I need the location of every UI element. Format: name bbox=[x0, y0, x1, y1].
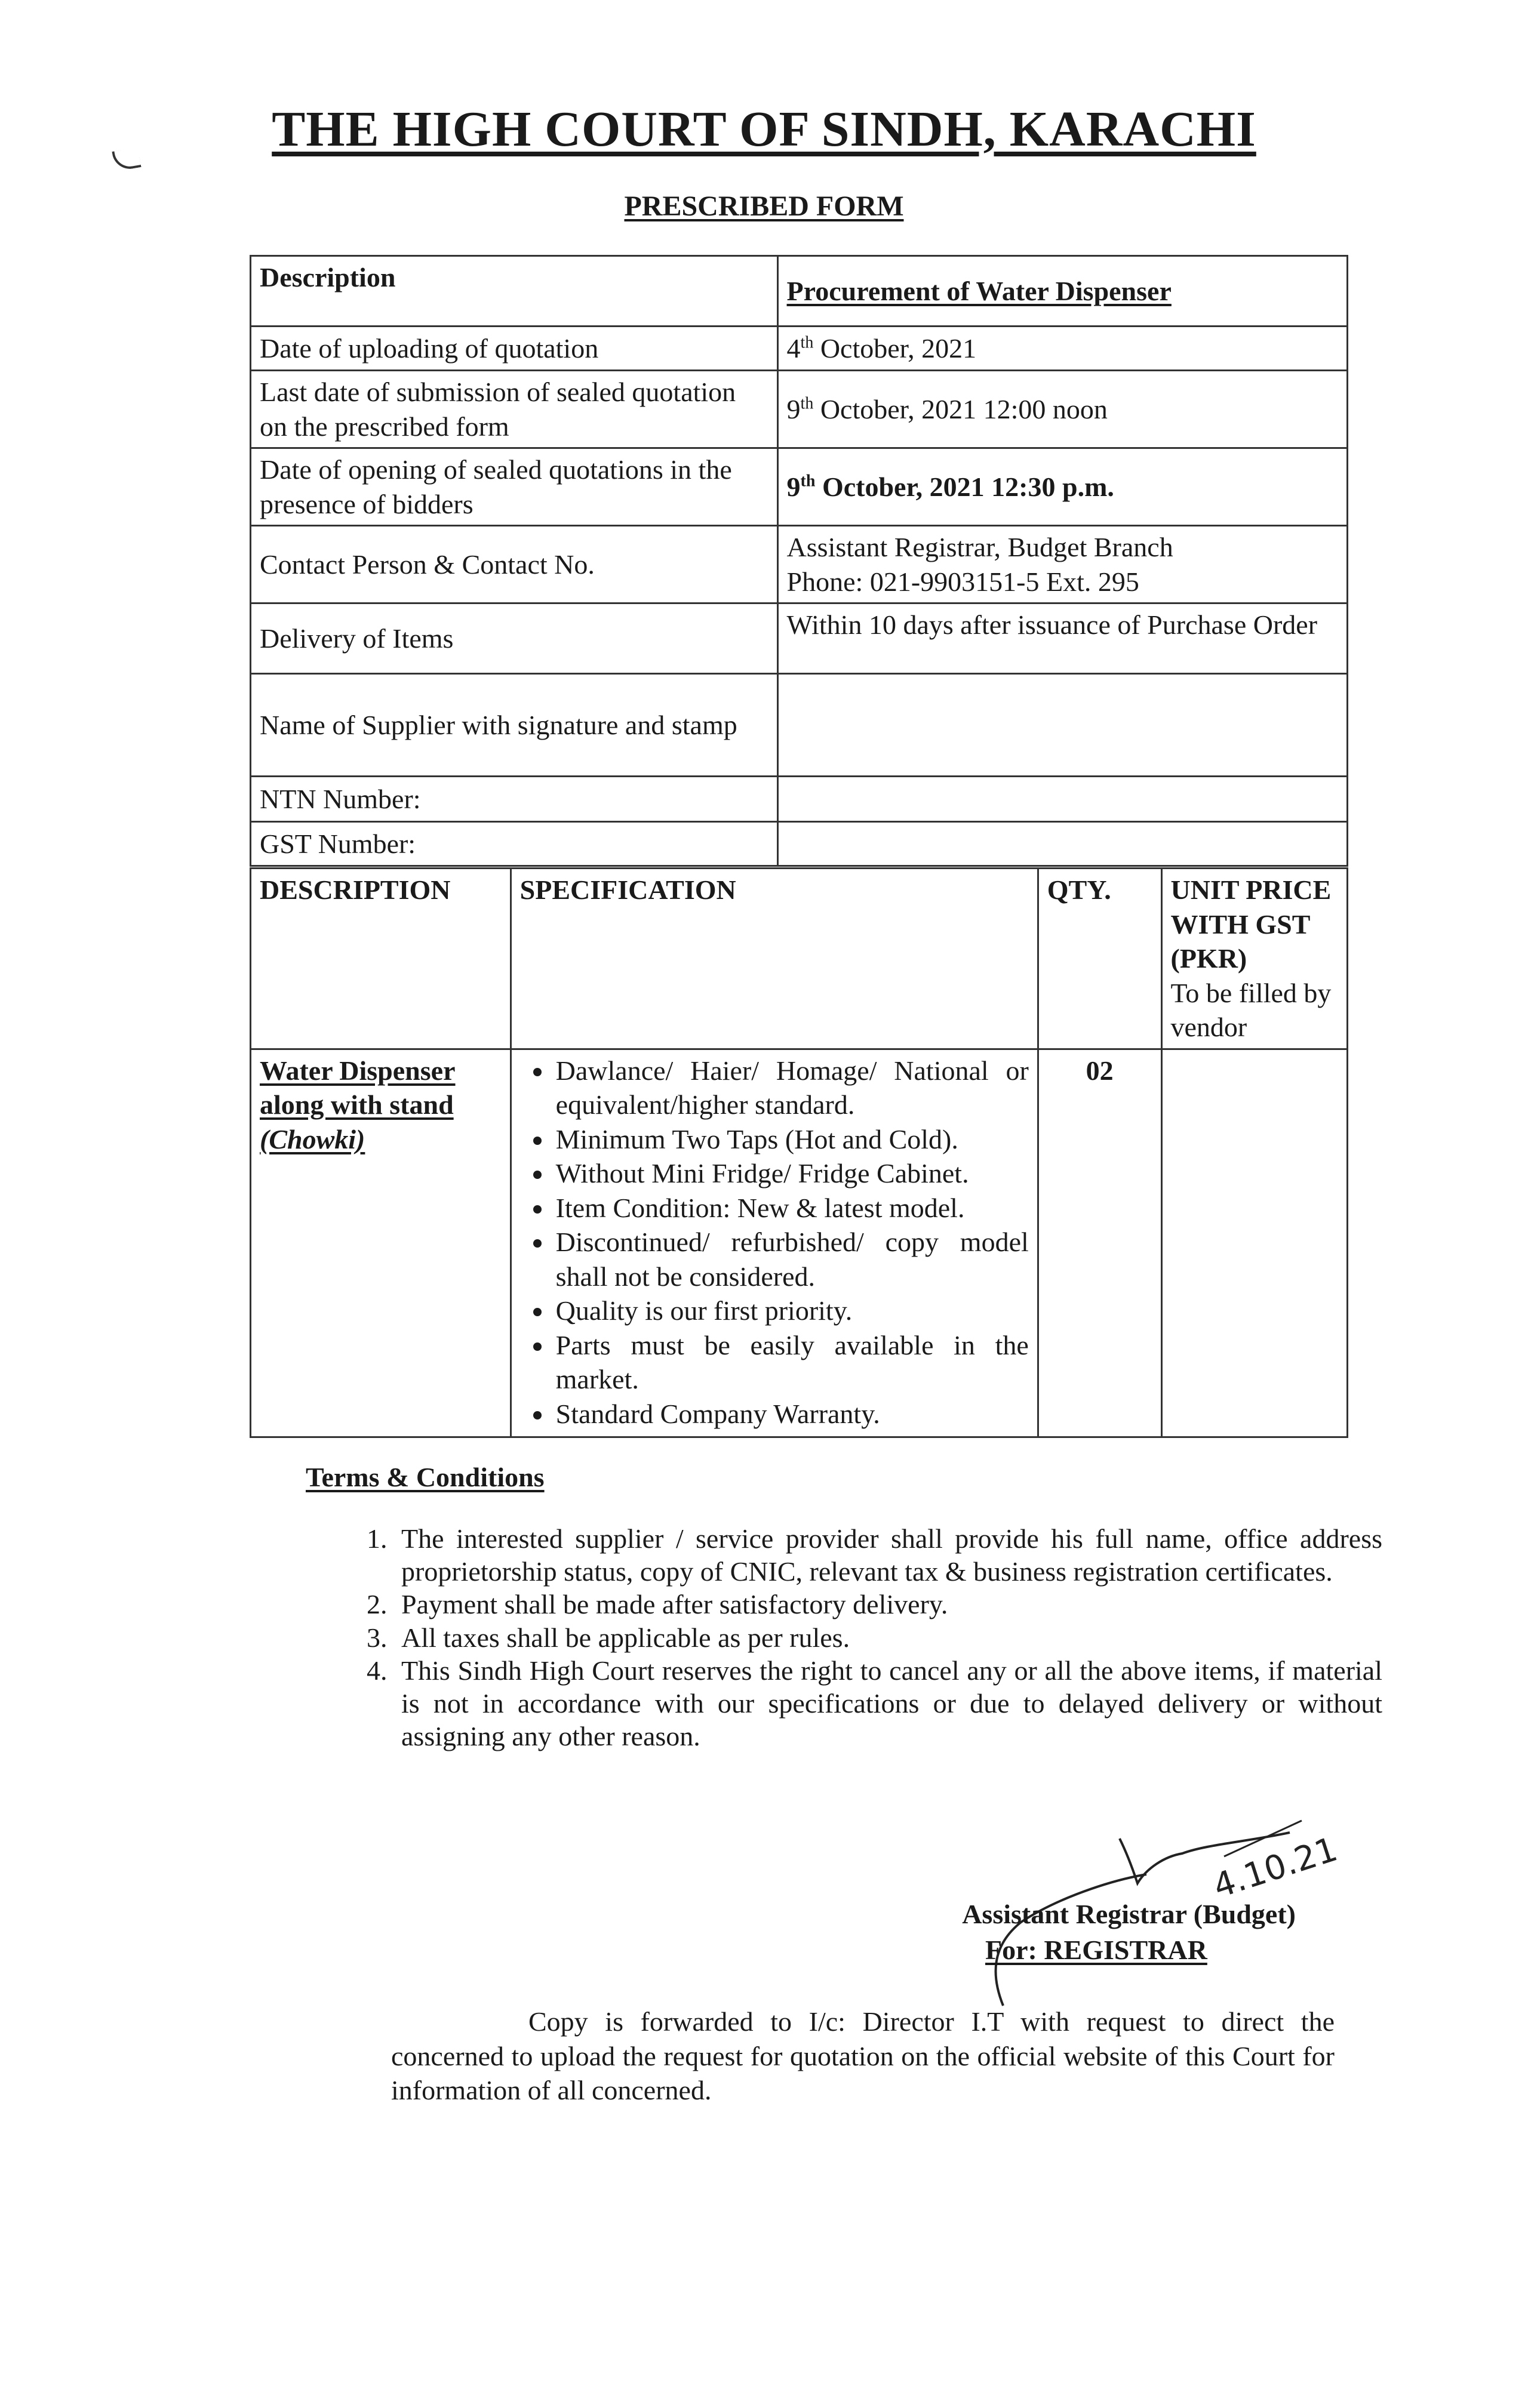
table-row bbox=[251, 822, 1348, 866]
col-header-description: DESCRIPTION bbox=[251, 869, 511, 1049]
form-subtitle: PRESCRIBED FORM bbox=[624, 190, 904, 222]
table-row bbox=[251, 327, 1348, 371]
delivery-value: Within 10 days after issuance of Purchase Order bbox=[777, 603, 1347, 674]
col-header-specification: SPECIFICATION bbox=[511, 869, 1038, 1049]
table-row bbox=[251, 869, 1348, 1049]
delivery-label: Delivery of Items bbox=[251, 603, 778, 674]
terms-list bbox=[346, 1522, 1382, 1753]
list-item: • Discontinued/ refurbished/ copy model shall not be considered. bbox=[554, 1225, 1029, 1294]
table-row bbox=[251, 371, 1348, 448]
table-row bbox=[251, 674, 1348, 777]
list-item: 4. This Sindh High Court reserves the right to cancel any or all the above items, if material is not in accordance with our specifications or due to delayed delivery or without assigning any other reason. bbox=[394, 1654, 1382, 1753]
gst-value-field bbox=[777, 822, 1347, 866]
page-title: THE HIGH COURT OF SINDH, KARACHI bbox=[272, 101, 1256, 157]
list-item: 3. All taxes shall be applicable as per rules. bbox=[394, 1621, 1382, 1654]
list-item: • Dawlance/ Haier/ Homage/ National or equivalent/higher standard. bbox=[554, 1054, 1029, 1122]
quotation-info-table bbox=[250, 255, 1348, 867]
signature-date: 4.10.21 bbox=[1209, 1830, 1342, 1907]
list-item: 1. The interested supplier / service provider shall provide his full name, office address proprietorship status, copy of CNIC, relevant tax & business registration certificates. bbox=[394, 1522, 1382, 1588]
col-header-qty: QTY. bbox=[1038, 869, 1161, 1049]
signatory-for: For: REGISTRAR bbox=[985, 1935, 1207, 1965]
ntn-value-field bbox=[777, 777, 1347, 822]
contact-label: Contact Person & Contact No. bbox=[251, 526, 778, 603]
list-item: • Minimum Two Taps (Hot and Cold). bbox=[554, 1122, 1029, 1157]
col-header-price: UNIT PRICE WITH GST (PKR) To be filled by vendor bbox=[1161, 869, 1347, 1049]
table-row bbox=[251, 256, 1348, 327]
ntn-label: NTN Number: bbox=[251, 777, 778, 822]
list-item: • Parts must be easily available in the market. bbox=[554, 1328, 1029, 1397]
items-table bbox=[250, 867, 1348, 1438]
list-item: • Quality is our first priority. bbox=[554, 1294, 1029, 1328]
copy-forward-note: Copy is forwarded to I/c: Director I.T with request to direct the concerned to upload the request for quotation on the official website of this Court for information of all concerned. bbox=[391, 2006, 1335, 2105]
submission-date-value: 9th October, 2021 12:00 noon bbox=[777, 371, 1347, 448]
price-note: To be filled by vendor bbox=[1170, 977, 1332, 1042]
supplier-label: Name of Supplier with signature and stamp bbox=[251, 674, 778, 777]
table-row bbox=[251, 448, 1348, 526]
signatory-title: Assistant Registrar (Budget) bbox=[962, 1899, 1296, 1929]
description-label: Description bbox=[251, 256, 778, 327]
list-item: • Standard Company Warranty. bbox=[554, 1397, 1029, 1431]
table-row bbox=[251, 603, 1348, 674]
opening-date-label: Date of opening of sealed quotations in the presence of bidders bbox=[251, 448, 778, 526]
supplier-value-field bbox=[777, 674, 1347, 777]
terms-heading: Terms & Conditions bbox=[306, 1462, 545, 1492]
submission-date-label: Last date of submission of sealed quotation on the prescribed form bbox=[251, 371, 778, 448]
item-specification bbox=[511, 1049, 1038, 1437]
upload-date-label: Date of uploading of quotation bbox=[251, 327, 778, 371]
description-value: Procurement of Water Dispenser bbox=[777, 256, 1347, 327]
gst-label: GST Number: bbox=[251, 822, 778, 866]
list-item: 2. Payment shall be made after satisfactory delivery. bbox=[394, 1588, 1382, 1621]
spec-list bbox=[520, 1054, 1029, 1431]
item-qty: 02 bbox=[1038, 1049, 1161, 1437]
upload-date-value: 4th October, 2021 bbox=[777, 327, 1347, 371]
table-row bbox=[251, 526, 1348, 603]
list-item: • Item Condition: New & latest model. bbox=[554, 1191, 1029, 1225]
table-row bbox=[251, 1049, 1348, 1437]
opening-date-value: 9th October, 2021 12:30 p.m. bbox=[777, 448, 1347, 526]
contact-value: Assistant Registrar, Budget Branch Phone: 021-9903151-5 Ext. 295 bbox=[777, 526, 1347, 603]
table-row bbox=[251, 777, 1348, 822]
list-item: • Without Mini Fridge/ Fridge Cabinet. bbox=[554, 1156, 1029, 1191]
item-description: Water Dispenser along with stand (Chowki) bbox=[251, 1049, 511, 1437]
item-price-field bbox=[1161, 1049, 1347, 1437]
